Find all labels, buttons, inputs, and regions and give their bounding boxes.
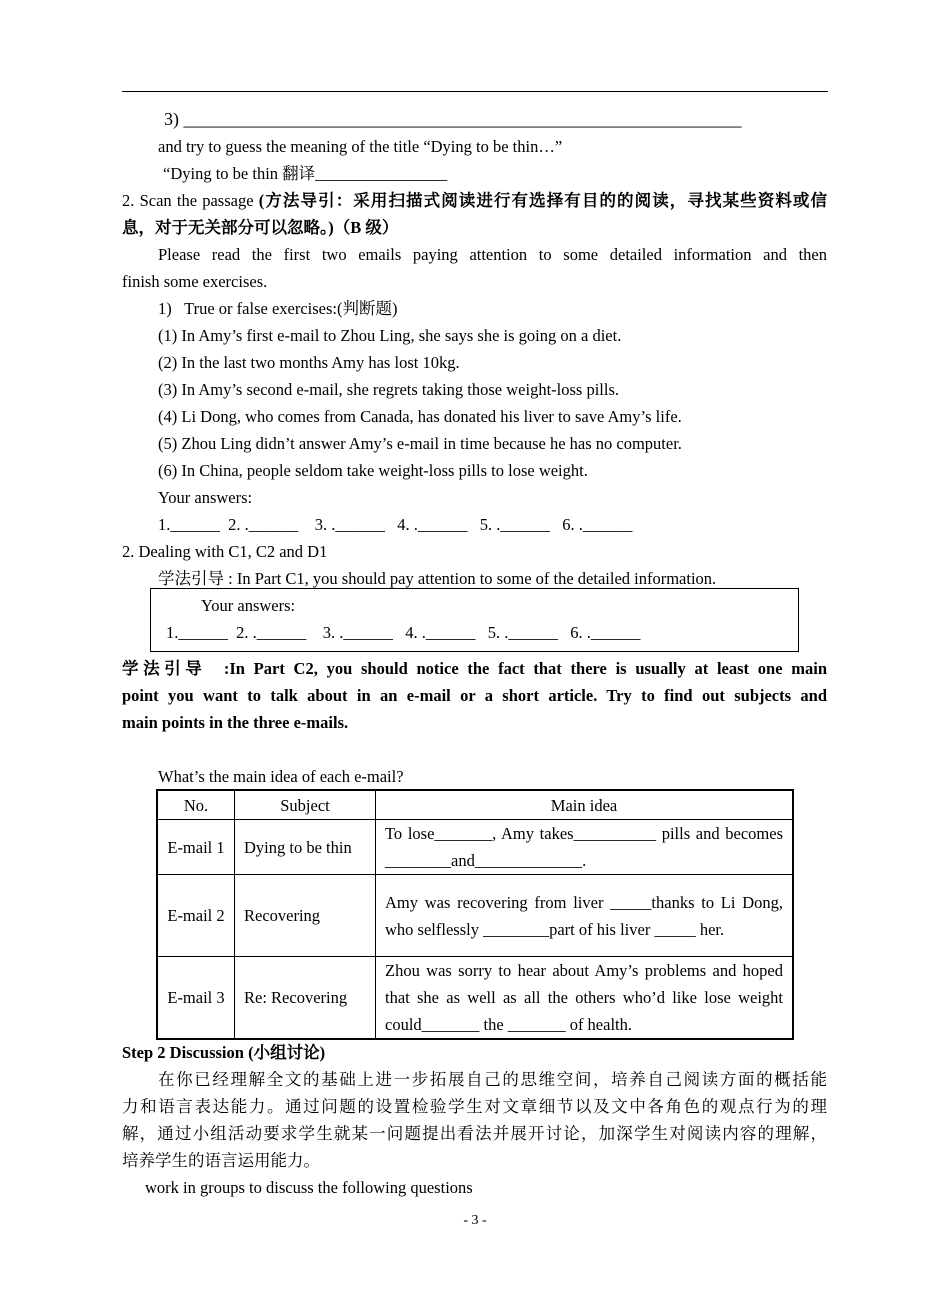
row-subject: Re: Recovering [235,957,376,1040]
guide-c2-line2: point you want to talk about in an e-mail or a short article. Try to find out subjects and [122,686,827,705]
scan-heading-line1 [122,187,827,214]
row-main-idea: Zhou was sorry to hear about Amy’s problems and hoped that she as well as all the others who’d like lose weight could_______ the _______ of health. [376,957,794,1040]
tf-answer-blanks: 1.______ 2. .______ 3. .______ 4. .______ 5. .______ 6. .______ [158,515,633,534]
tf-item-3: (3) In Amy’s second e-mail, she regrets taking those weight-loss pills. [158,380,620,399]
group-discussion-line: work in groups to discuss the following questions [145,1178,473,1197]
box-answer-blanks: 1.______ 2. .______ 3. .______ 4. .______ 5. .______ 6. .______ [166,623,641,642]
guide-c2-line1: 学法引导 :In Part C2, you should notice the fact that there is usually at least one main [122,659,827,678]
header-no: No. [157,790,235,820]
instruction-line1: Please read the first two emails paying attention to some detailed information and then [158,245,827,264]
table-header-row [157,790,793,820]
translate-line: “Dying to be thin 翻译________________ [163,164,448,183]
true-false-heading: 1) True or false exercises:(判断题) [158,299,398,318]
step2-para-line4: 培养学生的语言运用能力。 [122,1151,320,1170]
scan-prefix: 2. Scan the passage [122,191,259,210]
main-idea-question: What’s the main idea of each e-mail? [158,767,404,786]
page-number: - 3 - [463,1213,487,1228]
guide-c2-line3: main points in the three e-mails. [122,713,349,732]
row-no: E-mail 1 [157,820,235,875]
instruction-line2: finish some exercises. [122,272,268,291]
row-main-idea: To lose_______, Amy takes__________ pills and becomes ________and_____________. [376,820,794,875]
step2-para-line3: 解，通过小组活动要求学生就某一问题提出看法并展开讨论，加深学生对阅读内容的理解， [122,1124,827,1143]
tf-item-2: (2) In the last two months Amy has lost 10kg. [158,353,460,372]
scan-method-note-line2: 息，对于无关部分可以忽略。)（B 级） [122,218,399,237]
blank-line-item-3: 3) ______________________________________________________________ [164,109,742,129]
step2-heading: Step 2 Discussion (小组讨论) [122,1043,326,1062]
guess-title-line: and try to guess the meaning of the title “Dying to be thin…” [158,137,563,156]
table-row [157,957,793,1040]
header-rule [122,91,828,92]
box-answers-label: Your answers: [201,596,296,615]
scan-method-note: (方法导引：采用扫描式阅读进行有选择有目的的阅读，寻找某些资料或信 [258,191,827,210]
table-row [157,820,793,875]
guide-c1: 学法引导 : In Part C1, you should pay attention to some of the detailed information. [158,569,717,588]
table-row [157,875,793,957]
row-main-idea: Amy was recovering from liver _____thanks to Li Dong, who selflessly ________part of his liver _____ her. [376,875,794,957]
tf-answers-label: Your answers: [158,488,253,507]
tf-item-4: (4) Li Dong, who comes from Canada, has donated his liver to save Amy’s life. [158,407,682,426]
header-subject: Subject [235,790,376,820]
row-subject: Recovering [235,875,376,957]
tf-item-1: (1) In Amy’s first e-mail to Zhou Ling, she says she is going on a diet. [158,326,622,345]
tf-item-5: (5) Zhou Ling didn’t answer Amy’s e-mail in time because he has no computer. [158,434,682,453]
main-idea-table [156,789,794,1040]
dealing-heading: 2. Dealing with C1, C2 and D1 [122,542,328,561]
step2-para-line1: 在你已经理解全文的基础上进一步拓展自己的思维空间，培养自己阅读方面的概括能 [158,1070,827,1089]
step2-para-line2: 力和语言表达能力。通过问题的设置检验学生对文章细节以及文中各角色的观点行为的理 [122,1097,827,1116]
row-no: E-mail 2 [157,875,235,957]
header-main-idea: Main idea [376,790,794,820]
tf-item-6: (6) In China, people seldom take weight-loss pills to lose weight. [158,461,588,480]
row-no: E-mail 3 [157,957,235,1040]
row-subject: Dying to be thin [235,820,376,875]
